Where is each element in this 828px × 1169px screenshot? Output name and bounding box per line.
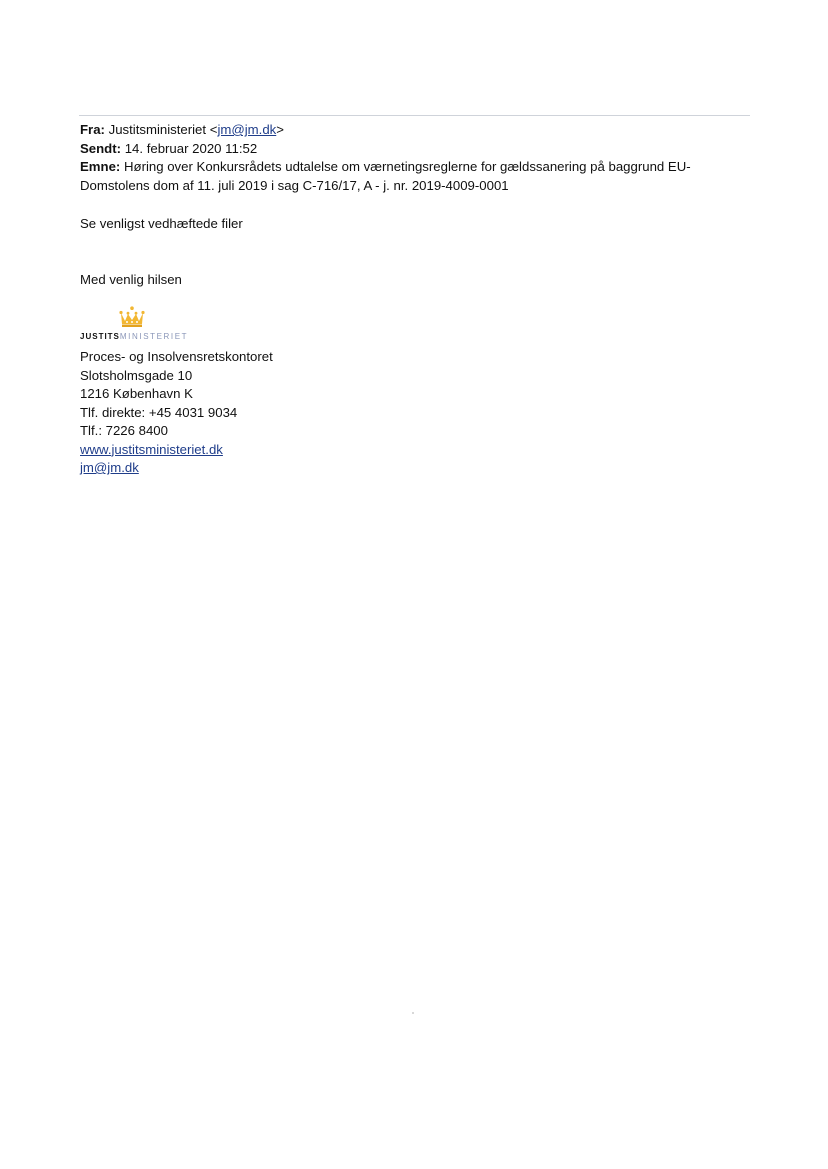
- logo-word-ministeriet: MINISTERIET: [119, 332, 189, 341]
- sent-label: Sendt:: [80, 140, 122, 156]
- body-closing: Med venlig hilsen: [80, 272, 182, 287]
- crown-icon: [118, 306, 146, 328]
- signature-street: Slotsholmsgade 10: [80, 367, 193, 383]
- signature-website-link[interactable]: www.justitsministeriet.dk: [80, 441, 223, 457]
- from-email-link[interactable]: jm@jm.dk: [217, 122, 277, 137]
- from-label: Fra:: [80, 122, 105, 137]
- signature-city: 1216 København K: [80, 386, 193, 401]
- logo-word-justits: JUSTITS: [80, 332, 120, 341]
- body-line-attachments: Se venligst vedhæftede filer: [80, 216, 243, 231]
- subject-label: Emne:: [80, 159, 121, 174]
- signature-office: Proces- og Insolvensretskontoret: [80, 349, 273, 364]
- subject-value: Høring over Konkursrådets udtalelse om værnetingsreglerne for gældssanering på baggrund EU-Domstolens dom af 11. juli 2019 i sag C-716/17, A - j. nr. 2019-4009-0001: [80, 159, 691, 193]
- from-name: Justitsministeriet <: [108, 122, 218, 137]
- email-headers: [80, 121, 740, 195]
- signature-email-link[interactable]: jm@jm.dk: [80, 460, 139, 475]
- header-divider: [79, 115, 750, 116]
- signature-phone-direct: Tlf. direkte: +45 4031 9034: [80, 404, 238, 420]
- subject-line: [80, 158, 740, 195]
- sent-line: [80, 140, 740, 159]
- from-line: [80, 121, 740, 140]
- scan-speck: [412, 1012, 414, 1014]
- signature-block: [80, 348, 273, 478]
- logo-wordmark: [80, 332, 188, 342]
- ministry-logo: [80, 306, 220, 344]
- signature-phone-main: Tlf.: 7226 8400: [80, 423, 168, 438]
- sent-value: 14. februar 2020 11:52: [124, 140, 258, 156]
- from-close: >: [276, 122, 284, 137]
